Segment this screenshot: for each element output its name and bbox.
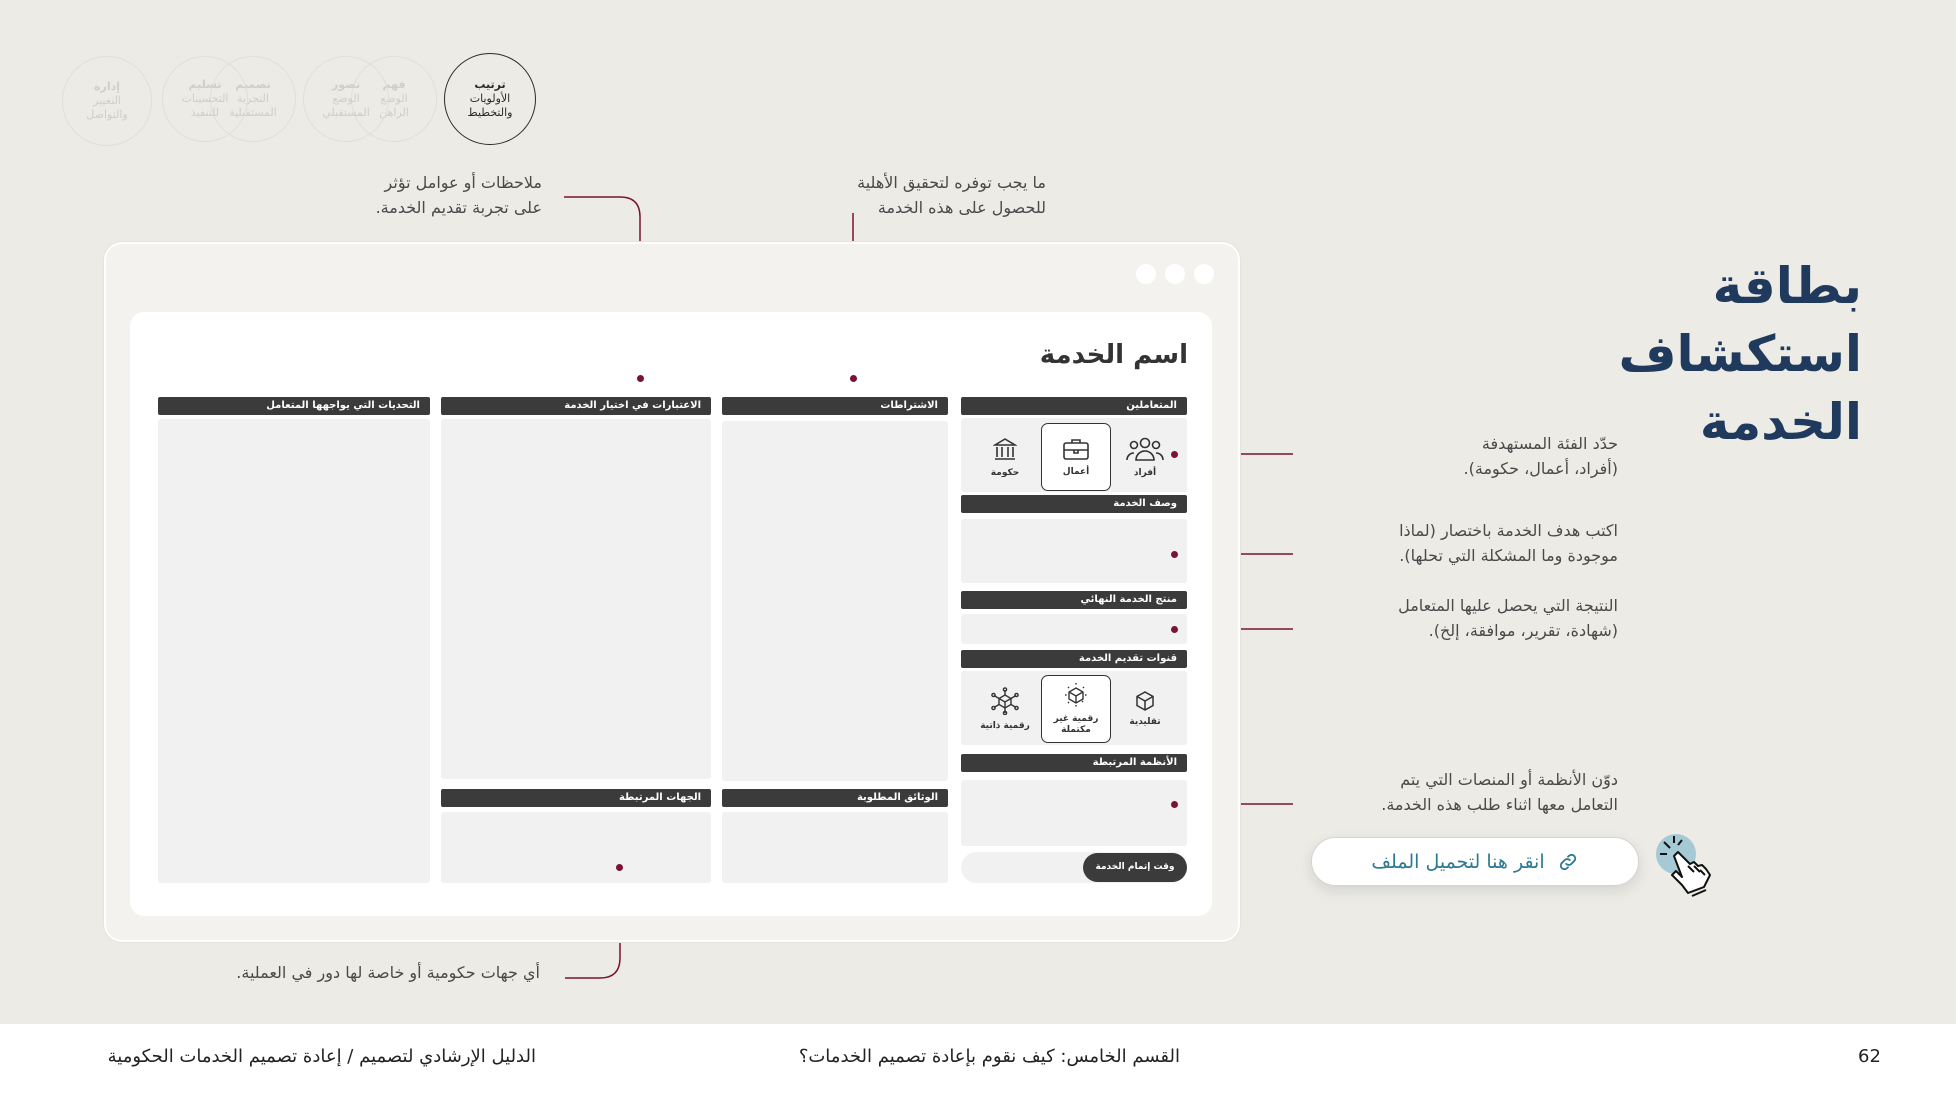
stage-line: التغيير xyxy=(93,94,121,108)
annotation-line: ما يجب توفره لتحقيق الأهلية xyxy=(857,173,1046,192)
digital-network-icon xyxy=(990,687,1020,715)
annotation-requirements xyxy=(790,170,1046,220)
people-icon xyxy=(1126,436,1164,462)
annotation-systems xyxy=(1318,767,1618,817)
annotation-line: حدّد الفئة المستهدفة xyxy=(1481,434,1618,453)
section-header-entities: الجهات المرتبطة xyxy=(441,789,711,807)
annotation-line: اكتب هدف الخدمة باختصار (لماذا xyxy=(1399,521,1618,540)
annotation-line: النتيجة التي يحصل عليها المتعامل xyxy=(1398,596,1618,615)
documents-area xyxy=(722,812,948,883)
footer-page-number: 62 xyxy=(1858,1046,1881,1067)
stage-title: إدارة xyxy=(94,80,121,94)
cube-icon xyxy=(1136,691,1154,711)
footer-guide-title: الدليل الإرشادي لتصميم / إعادة تصميم الخدمات الحكومية xyxy=(107,1046,536,1067)
option-label: أفراد xyxy=(1133,467,1157,478)
section-header-documents: الوثائق المطلوبة xyxy=(722,789,948,807)
stage-title: ترتيب xyxy=(474,78,506,92)
connector-dot xyxy=(1171,551,1178,558)
channel-option-self-digital[interactable] xyxy=(972,676,1038,742)
annotation-line: (شهادة، تقرير، موافقة، إلخ). xyxy=(1428,621,1618,640)
stage-line: الأولويات xyxy=(469,92,511,106)
considerations-area xyxy=(441,419,711,779)
section-header-considerations: الاعتبارات في اختيار الخدمة xyxy=(441,397,711,415)
requirements-area xyxy=(722,421,948,781)
annotation-output xyxy=(1318,593,1618,643)
final-output-area xyxy=(961,614,1187,644)
download-file-button[interactable] xyxy=(1311,837,1639,886)
stage-title: تصميم xyxy=(235,78,271,92)
stage-line: الوضع xyxy=(332,92,360,106)
annotation-line: موجودة وما المشكلة التي تحلها). xyxy=(1399,546,1618,565)
description-area xyxy=(961,519,1187,583)
connector-dot xyxy=(637,375,644,382)
channel-option-traditional[interactable] xyxy=(1112,676,1178,742)
government-building-icon xyxy=(993,436,1017,462)
systems-area xyxy=(961,780,1187,846)
click-pointer-icon xyxy=(1652,832,1724,918)
stage-line: والتخطيط xyxy=(467,105,513,119)
annotation-line: على تجربة تقديم الخدمة. xyxy=(375,198,542,217)
option-label: تقليدية xyxy=(1129,716,1161,727)
stage-line: للتنفيذ xyxy=(190,105,220,119)
annotation-entities xyxy=(180,960,540,985)
briefcase-icon xyxy=(1062,437,1090,461)
link-icon xyxy=(1557,851,1579,873)
download-button-label: انقر هنا لتحميل الملف xyxy=(1371,850,1545,873)
section-header-requirements: الاشتراطات xyxy=(722,397,948,415)
page-title-line: بطاقة xyxy=(1712,257,1862,315)
connector-dot xyxy=(850,375,857,382)
annotation-line: دوّن الأنظمة أو المنصات التي يتم xyxy=(1400,770,1618,789)
option-label: رقمية غير مكتملة xyxy=(1053,714,1099,735)
option-label: رقمية ذاتية xyxy=(980,720,1030,731)
page-title-line: الخدمة xyxy=(1699,393,1862,451)
option-label: أعمال xyxy=(1062,466,1090,477)
connector-dot xyxy=(616,864,623,871)
annotation-audience xyxy=(1318,431,1618,481)
entities-area xyxy=(441,812,711,883)
partial-digital-icon xyxy=(1063,682,1089,708)
stage-title: فهم xyxy=(382,78,406,92)
section-header-channels: قنوات تقديم الخدمة xyxy=(961,650,1187,668)
section-header-customers: المتعاملين xyxy=(961,397,1187,415)
stage-line: المستقبلية xyxy=(229,105,277,119)
annotation-line: التعامل معها اثناء طلب هذه الخدمة. xyxy=(1381,795,1618,814)
window-dot xyxy=(1165,264,1185,284)
window-dot xyxy=(1136,264,1156,284)
annotation-line: أي جهات حكومية أو خاصة لها دور في العملية. xyxy=(236,963,540,982)
challenges-area xyxy=(158,419,430,883)
completion-time-pill: وقت إتمام الخدمة xyxy=(1083,853,1187,882)
annotation-line: ملاحظات أو عوامل تؤثر xyxy=(384,173,542,192)
stage-line: والتواصل xyxy=(86,107,128,121)
connector-dot xyxy=(1171,626,1178,633)
option-label: حكومة xyxy=(990,467,1020,478)
section-header-challenges: التحديات التي يواجهها المتعامل xyxy=(158,397,430,415)
connector-dot xyxy=(1171,801,1178,808)
stage-line: الوضع xyxy=(380,92,408,106)
stage-title: تصور xyxy=(331,78,361,92)
annotation-purpose xyxy=(1318,518,1618,568)
section-header-final-output: منتج الخدمة النهائي xyxy=(961,591,1187,609)
connector-dot xyxy=(1171,451,1178,458)
section-header-description: وصف الخدمة xyxy=(961,495,1187,513)
service-name-title: اسم الخدمة xyxy=(1039,340,1188,370)
section-header-systems: الأنظمة المرتبطة xyxy=(961,754,1187,772)
channel-option-partial-digital[interactable] xyxy=(1041,675,1111,743)
stage-line: التحسينات xyxy=(181,92,229,106)
annotation-line: للحصول على هذه الخدمة xyxy=(877,198,1046,217)
stage-line: المستقبلي xyxy=(322,105,370,119)
annotation-line: (أفراد، أعمال، حكومة). xyxy=(1463,459,1618,478)
window-dot xyxy=(1194,264,1214,284)
customer-option-individuals[interactable] xyxy=(1112,424,1178,490)
stage-title: تسليم xyxy=(188,78,222,92)
footer-section-title: القسم الخامس: كيف نقوم بإعادة تصميم الخدمات؟ xyxy=(798,1046,1180,1067)
page-title-line: استكشاف xyxy=(1618,325,1862,383)
annotation-considerations xyxy=(330,170,542,220)
stage-line: التجربة xyxy=(237,92,269,106)
customer-option-government[interactable] xyxy=(972,424,1038,490)
stage-line: الراهن xyxy=(379,105,409,119)
customer-option-business[interactable] xyxy=(1041,423,1111,491)
